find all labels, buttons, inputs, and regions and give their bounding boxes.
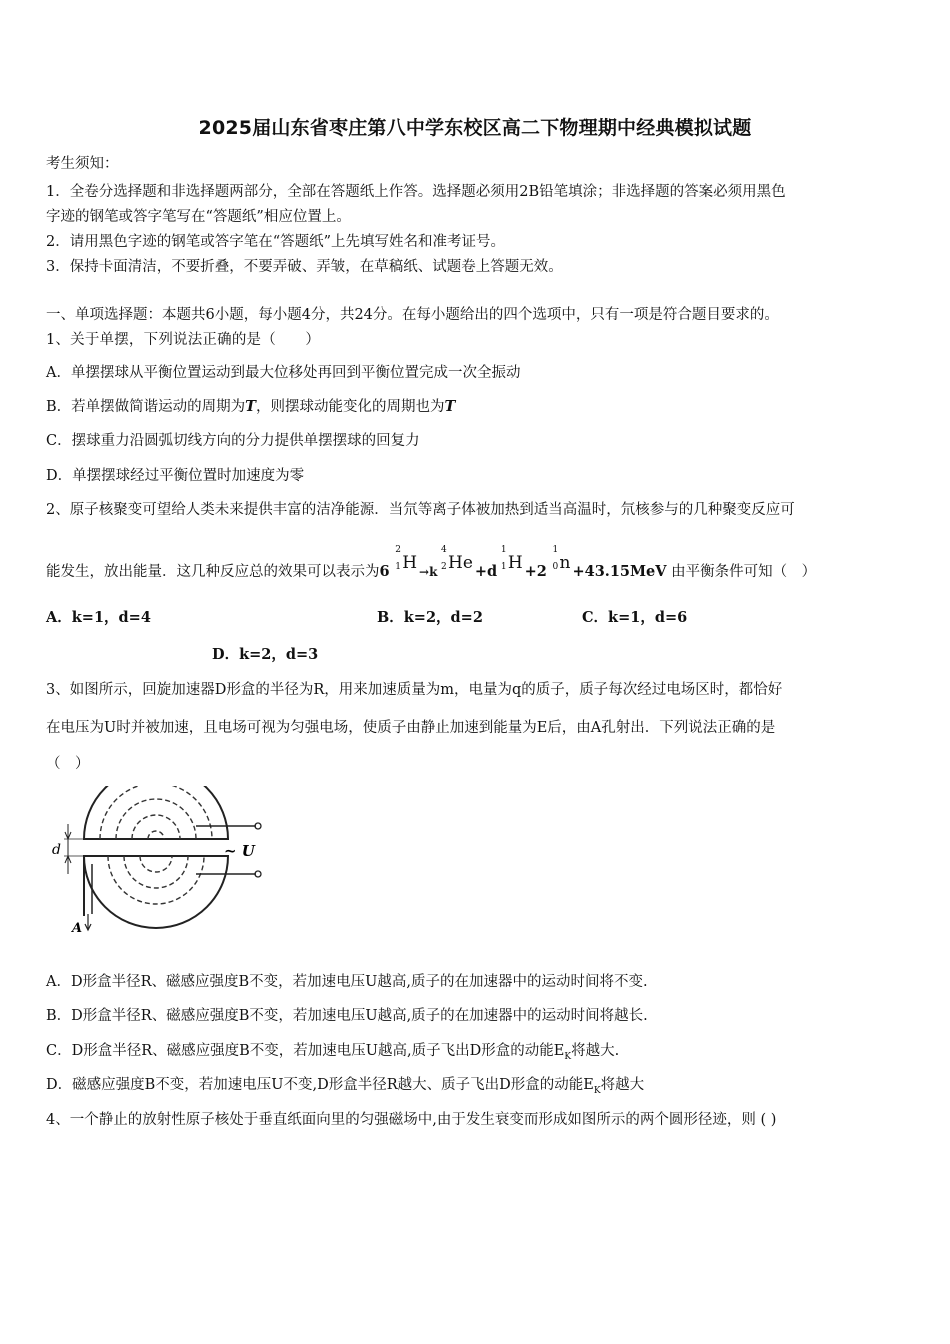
- voltage-label: ~ U: [224, 842, 255, 860]
- exit-label: A: [72, 921, 83, 936]
- q2-tail: 由平衡条件可知（ ）: [671, 564, 817, 580]
- notice-heading: 考生须知：: [46, 156, 119, 172]
- q1-b-text-2: ，则摆球动能变化的周期也为: [255, 399, 445, 415]
- question-3-line-3: （ ）: [46, 756, 90, 772]
- q3-d-sub: K: [593, 1085, 601, 1096]
- q3-d-text: D．磁感应强度B不变，若加速电压U不变,D形盒半径R越大、质子飞出D形盒的动能E: [46, 1077, 594, 1093]
- section-heading: 一、单项选择题：本题共6小题，每小题4分，共24分。在每小题给出的四个选项中，只有一项是符合题目要求的。: [46, 307, 779, 323]
- question-3-option-b: B．D形盒半径R、磁感应强度B不变，若加速电压U越高,质子的在加速器中的运动时间将越长.: [46, 1008, 648, 1024]
- question-2-line-1: 2、原子核聚变可望给人类未来提供丰富的洁净能源．当氘等离子体被加热到适当高温时，氘核参与的几种聚变反应可: [46, 502, 795, 518]
- question-1-option-a: A．单摆摆球从平衡位置运动到最大位移处再回到平衡位置完成一次全振动: [46, 365, 521, 381]
- question-3-option-d: [46, 1073, 644, 1096]
- q2-arrow-k: →k: [419, 565, 438, 579]
- lower-d-box: [84, 856, 228, 928]
- q2-plus-2: +2: [524, 563, 547, 580]
- notice-item-1: 1．全卷分选择题和非选择题两部分，全部在答题纸上作答。选择题必须用2B铅笔填涂；非选择题的答案必须用黑色: [46, 184, 786, 200]
- page-title: 2025届山东省枣庄第八中学东校区高二下物理期中经典模拟试题: [198, 117, 752, 139]
- question-3-line-1: 3、如图所示，回旋加速器D形盒的半径为R，用来加速质量为m，电量为q的质子，质子每次经过电场区时，都恰好: [46, 682, 783, 698]
- question-1-option-c: C．摆球重力沿圆弧切线方向的分力提供单摆摆球的回复力: [46, 433, 420, 449]
- question-2-option-b: B．k=2，d=2: [377, 609, 483, 626]
- neutron-nuclide: 1 0 n: [552, 545, 571, 573]
- q2-text: 能发生，放出能量．这几种反应总的效果可以表示为: [46, 564, 380, 580]
- q3-c-text: C．D形盒半径R、磁感应强度B不变，若加速电压U越高,质子飞出D形盒的动能E: [46, 1043, 565, 1059]
- question-3-option-c: [46, 1039, 619, 1062]
- question-1-option-b: [46, 395, 455, 416]
- question-1-stem: 1、关于单摆，下列说法正确的是（ ）: [46, 332, 321, 348]
- proton-path: [100, 786, 212, 904]
- question-4-stem: 4、一个静止的放射性原子核处于垂直纸面向里的匀强磁场中,由于发生衰变而形成如图所示的两个圆形径迹，则 ( ): [46, 1112, 777, 1128]
- question-2-line-2: [46, 545, 817, 581]
- question-2-option-a: A．k=1，d=4: [46, 609, 151, 626]
- question-3-line-2: 在电压为U时并被加速，且电场可视为匀强电场，使质子由静止加速到能量为E后，由A孔射出．下列说法正确的是: [46, 720, 776, 736]
- helium-nuclide: 4 2 He: [441, 545, 473, 573]
- q2-coef-6: 6: [379, 563, 390, 580]
- q1-b-period-t2: T: [444, 398, 456, 415]
- question-2-option-d: D．k=2，d=3: [212, 646, 319, 663]
- q3-c-tail: 将越大.: [571, 1043, 620, 1059]
- q3-c-sub: K: [564, 1051, 572, 1062]
- q1-b-period-t: T: [245, 398, 256, 415]
- q2-plus-d: +d: [474, 563, 498, 580]
- q1-b-text-1: B．若单摆做简谐运动的周期为: [46, 399, 246, 415]
- cyclotron-diagram: [46, 786, 276, 936]
- q3-d-tail: 将越大: [600, 1077, 645, 1093]
- q2-energy: +43.15MeV: [572, 563, 667, 580]
- notice-item-1-cont: 字迹的钢笔或答字笔写在“答题纸”相应位置上。: [46, 209, 351, 225]
- gap-label: d: [52, 842, 61, 858]
- notice-item-3: 3．保持卡面清洁，不要折叠，不要弄破、弄皱，在草稿纸、试题卷上答题无效。: [46, 259, 563, 275]
- question-3-option-a: A．D形盒半径R、磁感应强度B不变，若加速电压U越高,质子的在加速器中的运动时间将不变.: [46, 974, 648, 990]
- notice-item-2: 2．请用黑色字迹的钢笔或答字笔在“答题纸”上先填写姓名和准考证号。: [46, 234, 506, 250]
- proton-nuclide: 1 1 H: [500, 545, 523, 573]
- question-1-option-d: D．单摆摆球经过平衡位置时加速度为零: [46, 468, 305, 484]
- question-2-option-c: C．k=1，d=6: [582, 609, 688, 626]
- deuterium-nuclide: 2 1 H: [395, 545, 418, 573]
